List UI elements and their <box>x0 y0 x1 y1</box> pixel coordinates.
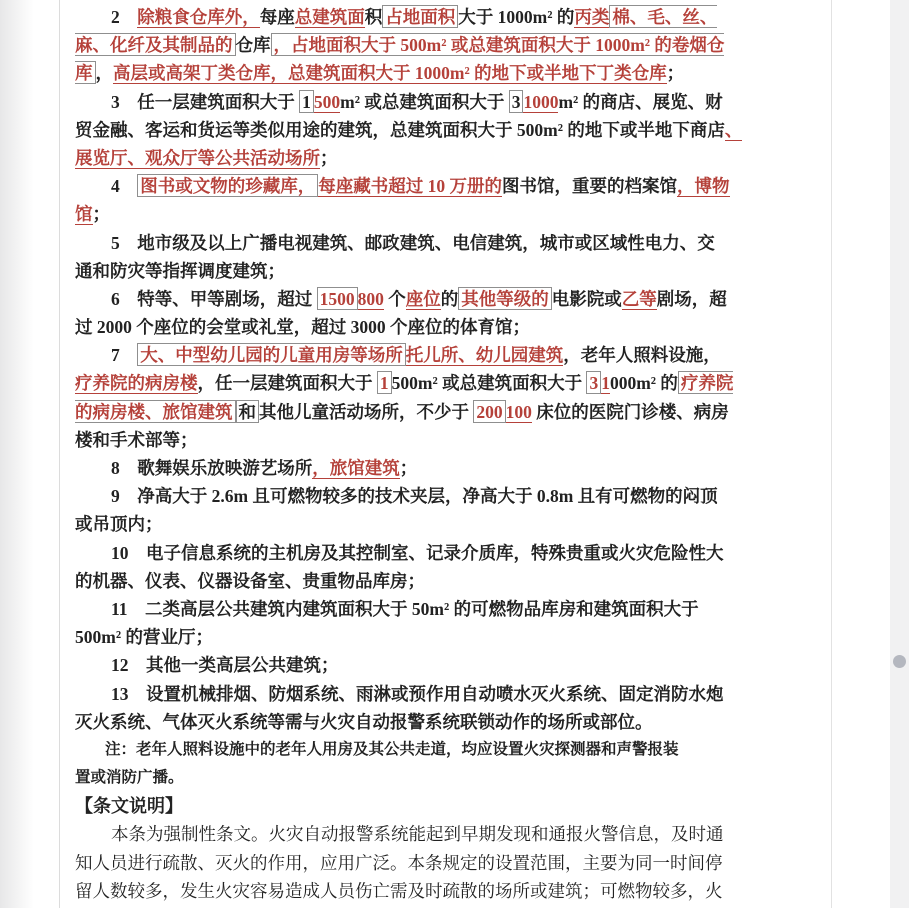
line-item-7-1 <box>75 341 743 369</box>
plain-text: 11 二类高层公共建筑内建筑面积大于 50m² 的可燃物品库房和建筑面积大于 <box>111 598 699 619</box>
deleted-text-boxed: 3 <box>586 371 601 394</box>
plain-text: 7 <box>111 345 138 366</box>
line-item-7-2 <box>75 369 743 397</box>
inserted-text: ，博物 <box>677 176 730 197</box>
line-item-12-1 <box>75 651 743 679</box>
deleted-text-boxed: ，占地面积大于 500m² 或总建筑面积大于 1000m² 的卷烟仓 <box>271 33 725 56</box>
plain-text: 的机器、仪表、仪器设备室、贵重物品库房； <box>75 570 425 591</box>
line-item-4-1 <box>75 172 743 200</box>
deleted-text-boxed: 大、中型幼儿园的儿童用房等场所 <box>137 343 406 366</box>
plain-text: m² 的商店、展览、财 <box>558 91 723 112</box>
line-item-9-1 <box>75 482 743 510</box>
plain-text: 知人员进行疏散、灭火的作用，应用广泛。本条规定的设置范围，主要为同一时间停 <box>75 852 723 873</box>
plain-text: ，任一层建筑面积大于 <box>197 373 377 394</box>
deleted-text-boxed-black: 和 <box>236 400 260 423</box>
deleted-text-boxed: 图书或文物的珍藏库， <box>137 174 318 197</box>
inserted-text: 除粮食仓库外， <box>137 7 260 27</box>
inserted-text: 800 <box>357 288 384 309</box>
plain-text: 或吊顶内； <box>75 514 163 535</box>
line-item-5-2 <box>75 257 743 285</box>
inserted-text: 每座藏书超过 10 万册的 <box>318 176 502 197</box>
inserted-text: 丙类 <box>574 7 610 27</box>
deleted-text-boxed: 200 <box>473 400 505 423</box>
plain-text: 其他儿童活动场所，不少于 <box>259 401 474 422</box>
line-explanation-1 <box>75 820 743 848</box>
plain-text: 8 歌舞娱乐放映游艺场所 <box>111 458 313 478</box>
line-item-7-4 <box>75 426 743 454</box>
deleted-text-boxed: 棉、毛、丝、 <box>609 5 717 28</box>
deleted-text-boxed-black: 3 <box>509 90 524 113</box>
plain-text: 床位的医院门诊楼、病房 <box>531 401 729 422</box>
line-item-2-2 <box>75 31 743 59</box>
line-explanation-2 <box>75 849 743 877</box>
inserted-text: 托儿所、幼儿园建筑 <box>405 345 564 366</box>
line-item-3-3 <box>75 144 743 172</box>
plain-text: 积 <box>364 7 383 27</box>
line-note-2 <box>75 764 743 792</box>
plain-text: 2 <box>111 7 138 27</box>
plain-text: 500m² 的营业厅； <box>75 627 213 648</box>
line-note-1 <box>75 736 743 764</box>
plain-text: 图书馆，重要的档案馆 <box>502 176 677 197</box>
plain-text: 12 其他一类高层公共建筑； <box>111 655 339 676</box>
plain-text: 的 <box>440 288 459 309</box>
deleted-text-boxed: 其他等级的 <box>458 287 552 310</box>
plain-text: 置或消防广播。 <box>75 769 184 787</box>
plain-text: 注：老年人照料设施中的老年人用房及其公共走道，均应设置火灾探测器和声警报装 <box>105 740 679 758</box>
deleted-text-boxed: 麻、化纤及其制品的 <box>75 33 236 56</box>
plain-text: 大于 1000m² 的 <box>458 7 575 27</box>
line-item-11-2 <box>75 623 743 651</box>
line-item-5-1 <box>75 229 743 257</box>
scrollbar-track[interactable] <box>890 0 909 908</box>
inserted-text: 高层或高架丁类仓库，总建筑面积大于 1000m² 的地下或半地下丁类仓库 <box>113 63 667 84</box>
line-item-9-2 <box>75 510 743 538</box>
deleted-text-boxed-black: 1 <box>299 90 314 113</box>
line-item-4-2 <box>75 200 743 228</box>
inserted-text: 馆 <box>75 204 93 225</box>
inserted-text: 总建筑面 <box>294 7 365 27</box>
plain-text: 个 <box>383 288 406 309</box>
plain-text: 【条文说明】 <box>75 796 183 817</box>
deleted-text-boxed: 的病房楼、旅馆建筑 <box>75 400 236 423</box>
scrollbar-thumb[interactable] <box>893 655 906 668</box>
plain-text: 9 净高大于 2.6m 且可燃物较多的技术夹层，净高大于 0.8m 且有可燃物的闷顶 <box>111 486 718 507</box>
line-item-7-3 <box>75 398 743 426</box>
document-page <box>59 0 832 908</box>
plain-text: 通和防灾等指挥调度建筑； <box>75 260 285 281</box>
plain-text: 灭火系统、气体灭火系统等需与火灾自动报警系统联锁动作的场所或部位。 <box>75 711 653 732</box>
plain-text: 4 <box>111 176 138 197</box>
deleted-text-boxed: 疗养院 <box>678 371 734 394</box>
line-item-6-1 <box>75 285 743 313</box>
line-item-10-2 <box>75 567 743 595</box>
line-item-6-2 <box>75 313 743 341</box>
inserted-text: 1 <box>601 373 610 394</box>
plain-text: 每座 <box>259 7 295 27</box>
plain-text: 6 特等、甲等剧场，超过 <box>111 288 317 309</box>
line-item-2-3 <box>75 59 743 87</box>
plain-text: 过 2000 个座位的会堂或礼堂，超过 3000 个座位的体育馆； <box>75 317 530 338</box>
line-item-13-1 <box>75 680 743 708</box>
deleted-text-boxed: 1500 <box>317 287 358 310</box>
inserted-text: 1000 <box>523 91 559 112</box>
plain-text: 本条为强制性条文。火灾自动报警系统能起到早期发现和通报火警信息，及时通 <box>111 824 724 845</box>
plain-text: 000m² 的 <box>609 373 678 394</box>
plain-text: ； <box>92 204 110 225</box>
inserted-text: 疗养院的病房楼 <box>75 373 198 394</box>
inserted-text: 乙等 <box>621 288 657 309</box>
plain-text: 贸金融、客运和货运等类似用途的建筑，总建筑面积大于 500m² 的地下或半地下商店 <box>75 119 725 140</box>
line-item-3-1 <box>75 88 743 116</box>
plain-text: ，老年人照料设施， <box>563 345 721 366</box>
plain-text: 留人数较多，发生火灾容易造成人员伤亡需及时疏散的场所或建筑；可燃物较多，火 <box>75 880 723 901</box>
line-item-3-2 <box>75 116 743 144</box>
inserted-text: 座位 <box>405 288 441 309</box>
inserted-text: 展览厅、观众厅等公共活动场所 <box>75 147 320 168</box>
deleted-text-boxed: 1 <box>377 371 392 394</box>
plain-text: 5 地市级及以上广播电视建筑、邮政建筑、电信建筑，城市或区域性电力、交 <box>111 232 715 253</box>
line-item-2-1 <box>75 3 743 31</box>
plain-text: 仓库 <box>235 35 271 56</box>
line-item-13-2 <box>75 708 743 736</box>
plain-text: 楼和手术部等； <box>75 429 198 450</box>
inserted-text: ，旅馆建筑 <box>312 458 400 478</box>
document-text <box>75 3 743 905</box>
deleted-text-boxed: 占地面积 <box>382 5 458 28</box>
inserted-text: 500 <box>313 91 341 112</box>
plain-text: 500m² 或总建筑面积大于 <box>391 373 587 394</box>
plain-text: ； <box>399 458 418 478</box>
plain-text: 13 设置机械排烟、防烟系统、雨淋或预作用自动喷水灭火系统、固定消防水炮 <box>111 683 724 704</box>
plain-text: ； <box>320 147 338 168</box>
plain-text: 剧场，超 <box>656 288 727 309</box>
line-explanation-3 <box>75 877 743 905</box>
line-item-8-1 <box>75 454 743 482</box>
line-item-11-1 <box>75 595 743 623</box>
page-left-shadow <box>0 0 34 908</box>
plain-text: 3 任一层建筑面积大于 <box>111 91 300 112</box>
inserted-text: 、 <box>724 119 743 140</box>
deleted-text-boxed: 库 <box>75 61 96 84</box>
line-item-10-1 <box>75 539 743 567</box>
plain-text: ， <box>95 63 113 84</box>
plain-text: ； <box>666 63 685 84</box>
inserted-text: 100 <box>505 401 532 422</box>
plain-text: 电影院或 <box>551 288 622 309</box>
plain-text: 10 电子信息系统的主机房及其控制室、记录介质库，特殊贵重或火灾危险性大 <box>111 542 724 563</box>
line-explanation-heading <box>75 792 743 820</box>
plain-text: m² 或总建筑面积大于 <box>340 91 509 112</box>
